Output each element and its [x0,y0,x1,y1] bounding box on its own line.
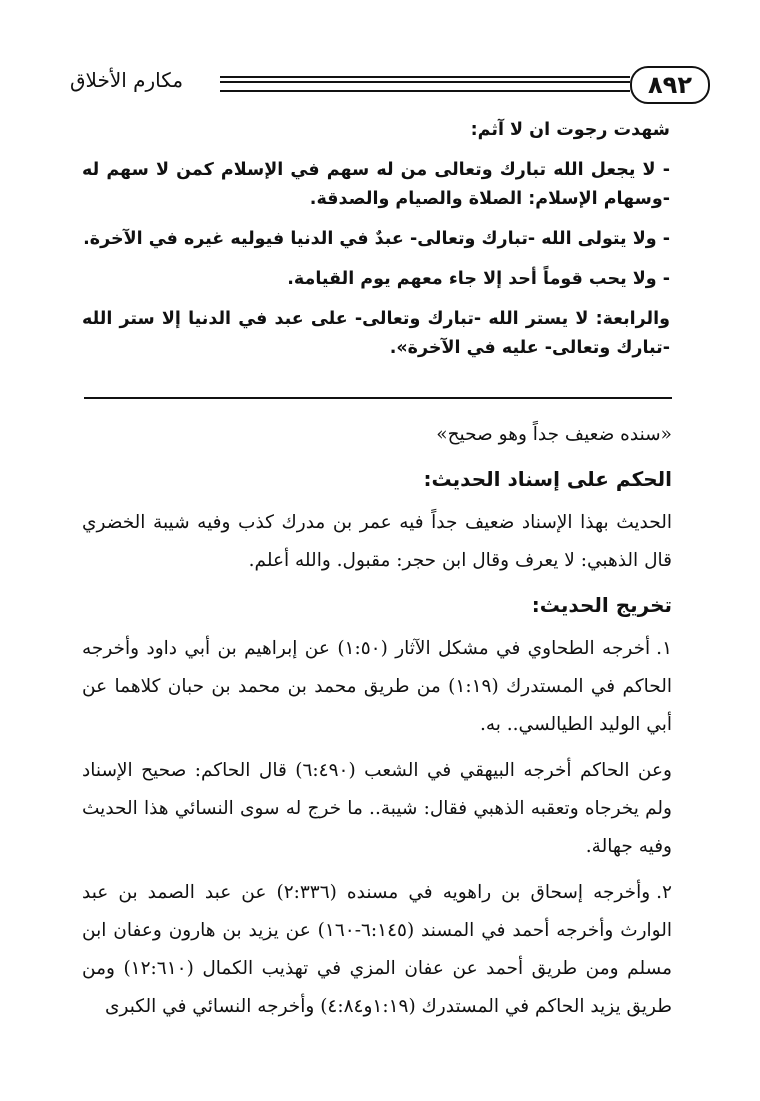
quoted-intro: شهدت رجوت ان لا آثم: [470,120,670,140]
item-number: ٢. [656,882,672,903]
running-header [70,66,710,104]
quoted-item: والرابعة: لا يستر الله -تبارك وتعالى- على عبد في الدنيا إلا ستر الله -تبارك وتعالى- عليه في الآخرة». [82,309,670,358]
takhrij-item-1-continuation: وعن الحاكم أخرجه البيهقي في الشعب (٦:٤٩٠) قال الحاكم: صحيح الإسناد ولم يخرجاه وتعقبه الذهبي فقال: شيبة.. ما خرج له سوى النسائي هذا الحديث وفيه جهالة. [82,760,672,857]
item-number: ١. [656,638,672,659]
takhrij-item-2 [82,874,672,1026]
judgment-text: الحديث بهذا الإسناد ضعيف جداً فيه عمر بن مدرك كذب وفيه شيبة الخضري قال الذهبي: لا يعرف وقال ابن حجر: مقبول. والله أعلم. [82,512,672,571]
quoted-item: - ولا يحب قوماً أحد إلا جاء معهم يوم القيامة. [287,269,670,289]
header-rule [220,76,630,92]
takhrij-item-1 [82,630,672,744]
judgment-heading: الحكم على إسناد الحديث: [423,467,672,491]
book-title: مكارم الأخلاق [70,68,184,92]
quoted-item: - ولا يتولى الله -تبارك وتعالى- عبدٌ في الدنيا فيوليه غيره في الآخرة. [83,229,670,249]
section-divider [84,397,672,399]
item-text: أخرجه الطحاوي في مشكل الآثار (١:٥٠) عن إبراهيم بن أبي داود وأخرجه الحاكم في المستدرك (١:١٩) من طريق محمد بن محمد بن حبان كلاهما عن أبي الوليد الطيالسي.. به. [82,638,672,735]
quoted-hadith-text [82,116,670,374]
page-number: ٨٩٢ [630,66,710,104]
item-text: وأخرجه إسحاق بن راهويه في مسنده (٢:٣٣٦) عن عبد الصمد بن عبد الوارث وأخرجه أحمد في المسند (٦:١٤٥-١٦٠) عن يزيد بن هارون وعفان ابن مسلم ومن طريق أحمد عن عفان المزي في تهذيب الكمال (١٢:٦١٠) ومن طريق يزيد الحاكم في المستدرك (١:١٩و٤:٨٤) وأخرجه النسائي في الكبرى [82,882,673,1017]
verdict-note: «سنده ضعيف جداً وهو صحيح» [436,424,672,445]
quoted-item: - لا يجعل الله تبارك وتعالى من له سهم في الإسلام كمن لا سهم له -وسهام الإسلام: الصلاة والصيام والصدقة. [82,160,670,209]
takhrij-heading: تخريج الحديث: [531,593,672,617]
commentary-body [82,416,672,1034]
